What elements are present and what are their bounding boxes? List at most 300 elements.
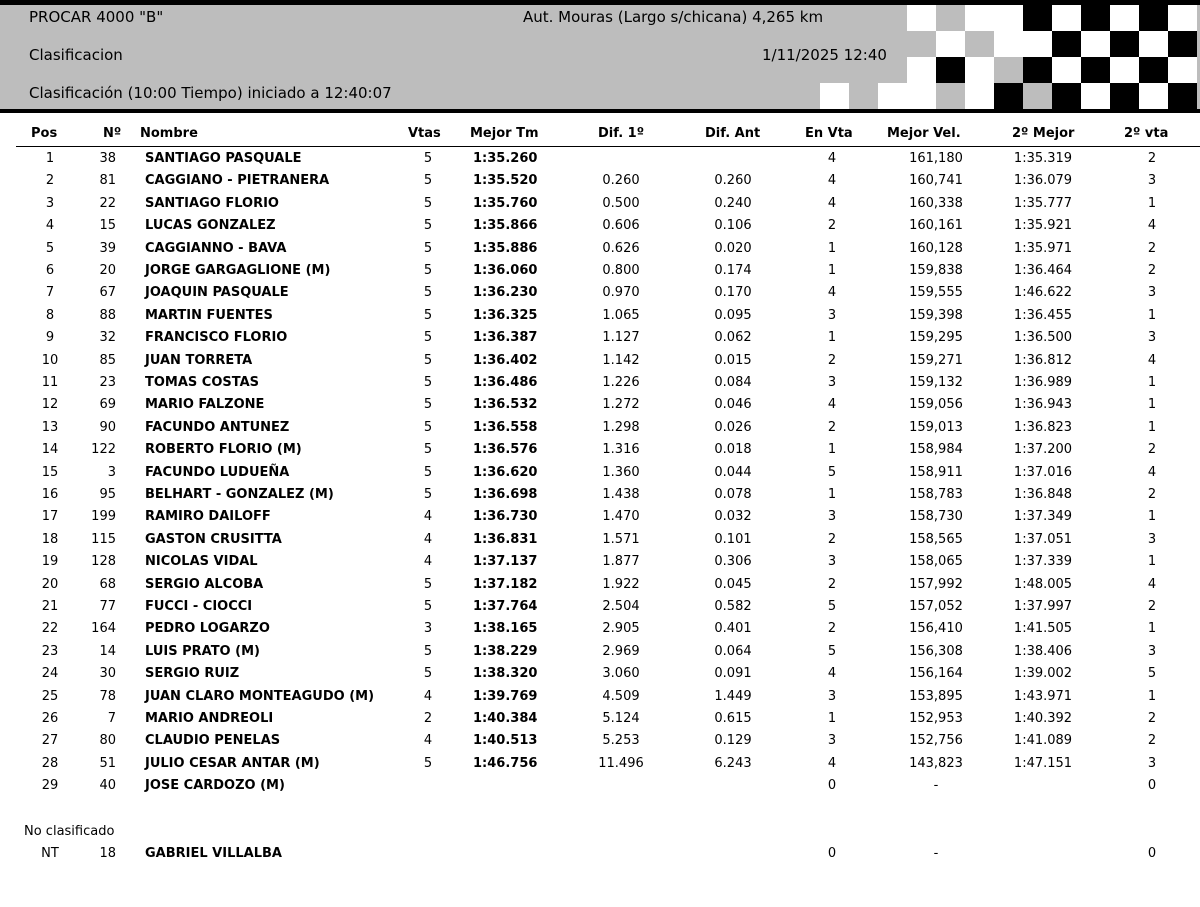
table-row: [0, 509, 1200, 531]
cell-laps: 5: [423, 195, 433, 211]
cell-speed: 158,783: [909, 487, 963, 502]
col-diffprev: Dif. Ant: [705, 126, 761, 141]
cell-pos: 22: [41, 621, 59, 637]
cell-speed: 160,161: [909, 218, 963, 234]
cell-num: 15: [99, 218, 116, 234]
cell-pos: 21: [41, 599, 59, 614]
cell-laps: 4: [423, 733, 433, 749]
cell-onlap: 4: [827, 755, 837, 771]
cell-laps: 5: [423, 419, 433, 435]
table-row: [0, 644, 1200, 666]
session-title: Clasificacion: [29, 46, 123, 64]
cell-pos: 10: [41, 352, 59, 368]
cell-lap2: 4: [1147, 576, 1157, 592]
cell-best: 1:37.137: [473, 554, 538, 570]
cell-name: ROBERTO FLORIO (M): [145, 442, 302, 458]
cell-best2: 1:36.812: [1013, 352, 1073, 368]
cell-laps: 5: [423, 397, 433, 413]
cell-speed: 152,953: [909, 711, 963, 726]
table-row: [0, 375, 1200, 397]
cell-onlap: 4: [827, 195, 837, 211]
cell-diffprev: 1.449: [714, 688, 752, 704]
cell-num: 38: [99, 151, 116, 166]
table-row: [0, 846, 1200, 868]
cell-laps: 4: [423, 554, 433, 570]
cell-num: 95: [99, 487, 116, 502]
cell-laps: 5: [423, 599, 433, 614]
cell-diffprev: 0.129: [714, 733, 752, 749]
cell-best: 1:38.320: [473, 666, 538, 682]
cell-best2: 1:36.464: [1013, 263, 1073, 278]
session-info: Clasificación (10:00 Tiempo) iniciado a 12:40:07: [29, 84, 392, 102]
cell-laps: 5: [423, 666, 433, 682]
cell-best: 1:36.325: [473, 307, 538, 323]
cell-best: 1:36.730: [473, 509, 538, 525]
cell-name: GASTON CRUSITTA: [145, 531, 282, 547]
cell-speed: 160,338: [909, 195, 963, 211]
session-datetime: 1/11/2025 12:40: [762, 46, 887, 64]
table-row: [0, 173, 1200, 195]
cell-pos: 9: [45, 330, 55, 346]
cell-diffprev: 0.062: [714, 330, 752, 346]
cell-diffprev: 0.064: [714, 643, 752, 659]
cell-name: CAGGIANNO - BAVA: [145, 240, 287, 256]
cell-laps: 5: [423, 576, 433, 592]
cell-laps: 5: [423, 263, 433, 278]
cell-pos: 20: [41, 576, 59, 592]
cell-diffprev: 0.095: [714, 307, 752, 323]
cell-name: JULIO CESAR ANTAR (M): [145, 755, 320, 771]
cell-best2: 1:47.151: [1013, 755, 1073, 771]
cell-diff1: 1.142: [602, 352, 640, 368]
cell-diffprev: 0.084: [714, 375, 752, 390]
cell-onlap: 2: [827, 531, 837, 547]
cell-name: RAMIRO DAILOFF: [145, 509, 271, 525]
cell-best: 1:36.486: [473, 375, 538, 390]
cell-num: 20: [99, 263, 116, 278]
cell-pos: 6: [45, 263, 55, 278]
cell-diff1: 0.626: [602, 240, 640, 256]
cell-name: GABRIEL VILLALBA: [145, 846, 282, 861]
cell-num: 80: [99, 733, 116, 749]
cell-lap2: 2: [1147, 442, 1157, 458]
cell-name: JOSE CARDOZO (M): [145, 778, 285, 794]
cell-onlap: 4: [827, 666, 837, 682]
circuit-name: Aut. Mouras (Largo s/chicana) 4,265 km: [523, 8, 824, 26]
cell-diff1: 1.470: [602, 509, 640, 525]
cell-num: 128: [91, 554, 116, 570]
cell-speed: 157,992: [909, 576, 963, 592]
cell-lap2: 3: [1147, 755, 1157, 771]
col-name: Nombre: [140, 126, 198, 141]
table-row: [0, 263, 1200, 285]
cell-num: 68: [99, 576, 116, 592]
cell-onlap: 2: [827, 419, 837, 435]
cell-best: 1:35.760: [473, 195, 538, 211]
cell-num: 88: [99, 307, 116, 323]
cell-speed: 156,308: [909, 643, 963, 659]
cell-pos: 18: [41, 531, 59, 547]
cell-pos: 28: [41, 755, 59, 771]
cell-num: 115: [91, 531, 116, 547]
cell-lap2: 3: [1147, 330, 1157, 346]
cell-diff1: 2.905: [602, 621, 640, 637]
cell-name: LUCAS GONZALEZ: [145, 218, 276, 234]
cell-speed: 156,164: [909, 666, 963, 682]
cell-speed: 158,565: [909, 531, 963, 547]
col-lap2: 2º vta: [1124, 126, 1169, 141]
table-row: [0, 151, 1200, 173]
table-row: [0, 666, 1200, 688]
table-row: [0, 733, 1200, 755]
checkered-flag-icon: [820, 5, 1200, 109]
cell-onlap: 2: [827, 621, 837, 637]
cell-laps: 4: [423, 688, 433, 704]
cell-laps: 5: [423, 330, 433, 346]
cell-lap2: 2: [1147, 263, 1157, 278]
cell-diffprev: 0.018: [714, 442, 752, 458]
cell-diffprev: 0.240: [714, 195, 752, 211]
cell-lap2: 1: [1147, 509, 1157, 525]
cell-pos: 17: [41, 509, 59, 525]
cell-diffprev: 0.045: [714, 576, 752, 592]
cell-lap2: 3: [1147, 531, 1157, 547]
cell-name: FUCCI - CIOCCI: [145, 599, 253, 614]
cell-best: 1:46.756: [473, 755, 538, 771]
cell-lap2: 2: [1147, 733, 1157, 749]
cell-diff1: 1.065: [602, 307, 640, 323]
cell-num: 199: [91, 509, 116, 525]
cell-diff1: 11.496: [598, 755, 644, 771]
col-best2: 2º Mejor: [1012, 126, 1075, 141]
cell-best: 1:36.558: [473, 419, 538, 435]
cell-best: 1:37.182: [473, 576, 538, 592]
cell-diffprev: 0.091: [714, 666, 752, 682]
cell-name: FRANCISCO FLORIO: [145, 330, 288, 346]
cell-name: TOMAS COSTAS: [145, 375, 260, 390]
cell-diffprev: 0.015: [714, 352, 752, 368]
not-classified-label: No clasificado: [24, 824, 115, 839]
cell-speed: -: [933, 778, 939, 794]
cell-onlap: 2: [827, 352, 837, 368]
cell-best: 1:36.387: [473, 330, 538, 346]
cell-speed: 156,410: [909, 621, 963, 637]
col-diff1: Dif. 1º: [598, 126, 645, 141]
cell-name: SANTIAGO FLORIO: [145, 195, 279, 211]
cell-onlap: 4: [827, 397, 837, 413]
cell-diffprev: 0.260: [714, 173, 752, 189]
cell-laps: 5: [423, 464, 433, 480]
cell-name: BELHART - GONZALEZ (M): [145, 487, 334, 502]
cell-onlap: 5: [827, 643, 837, 659]
cell-best2: 1:48.005: [1013, 576, 1073, 592]
cell-best: 1:35.886: [473, 240, 538, 256]
cell-pos: 14: [41, 442, 59, 458]
cell-name: CAGGIANO - PIETRANERA: [145, 173, 330, 189]
cell-diffprev: 0.020: [714, 240, 752, 256]
cell-num: 85: [99, 352, 116, 368]
cell-best2: 1:43.971: [1013, 688, 1073, 704]
cell-diffprev: 0.046: [714, 397, 752, 413]
cell-best2: 1:35.921: [1013, 218, 1073, 234]
cell-pos: 26: [41, 711, 59, 726]
cell-diffprev: 0.106: [714, 218, 752, 234]
cell-diff1: 0.260: [602, 173, 640, 189]
cell-onlap: 1: [827, 240, 837, 256]
cell-lap2: 2: [1147, 240, 1157, 256]
cell-lap2: 3: [1147, 285, 1157, 301]
table-row: [0, 397, 1200, 419]
cell-name: SERGIO RUIZ: [145, 666, 240, 682]
cell-lap2: 1: [1147, 195, 1157, 211]
cell-num: 77: [99, 599, 116, 614]
cell-laps: 5: [423, 240, 433, 256]
cell-diffprev: 0.174: [714, 263, 752, 278]
table-row: [0, 599, 1200, 621]
cell-lap2: 1: [1147, 397, 1157, 413]
cell-pos: 8: [45, 307, 55, 323]
table-row: [0, 308, 1200, 330]
cell-onlap: 3: [827, 733, 837, 749]
table-row: [0, 196, 1200, 218]
cell-pos: 1: [45, 151, 55, 166]
table-row: [0, 442, 1200, 464]
cell-pos: 3: [45, 195, 55, 211]
cell-num: 90: [99, 419, 116, 435]
cell-best: 1:36.060: [473, 263, 538, 278]
cell-lap2: 1: [1147, 307, 1157, 323]
cell-best: 1:36.532: [473, 397, 538, 413]
cell-best2: 1:41.505: [1013, 621, 1073, 637]
cell-lap2: 2: [1147, 151, 1157, 166]
table-row: [0, 465, 1200, 487]
cell-diff1: 1.316: [602, 442, 640, 458]
cell-best2: 1:39.002: [1013, 666, 1073, 682]
cell-lap2: 5: [1147, 666, 1157, 682]
cell-laps: 3: [423, 621, 433, 637]
cell-lap2: 4: [1147, 352, 1157, 368]
cell-name: JUAN TORRETA: [145, 352, 253, 368]
cell-speed: 159,555: [909, 285, 963, 301]
cell-best: 1:36.620: [473, 464, 538, 480]
cell-num: 81: [99, 173, 116, 189]
cell-pos: 25: [41, 688, 59, 704]
cell-best: 1:39.769: [473, 688, 538, 704]
cell-pos: 11: [41, 375, 59, 390]
cell-lap2: 4: [1147, 218, 1157, 234]
cell-diffprev: 0.032: [714, 509, 752, 525]
cell-onlap: 1: [827, 442, 837, 458]
cell-lap2: 3: [1147, 173, 1157, 189]
cell-pos: 15: [41, 464, 59, 480]
cell-diff1: 1.298: [602, 419, 640, 435]
cell-num: 23: [99, 375, 116, 390]
cell-num: 122: [91, 442, 116, 458]
table-row: [0, 218, 1200, 240]
category-title: PROCAR 4000 "B": [29, 8, 164, 26]
cell-best2: 1:35.777: [1013, 195, 1073, 211]
cell-speed: 159,013: [909, 419, 963, 435]
cell-diff1: 1.360: [602, 464, 640, 480]
cell-num: 39: [99, 240, 116, 256]
cell-onlap: 4: [827, 285, 837, 301]
cell-pos: 7: [45, 285, 55, 301]
cell-name: JUAN CLARO MONTEAGUDO (M): [145, 688, 375, 704]
table-row: [0, 577, 1200, 599]
cell-lap2: 1: [1147, 419, 1157, 435]
cell-name: MARTIN FUENTES: [145, 307, 273, 323]
cell-num: 164: [91, 621, 116, 637]
cell-best: 1:35.520: [473, 173, 538, 189]
cell-laps: 5: [423, 755, 433, 771]
cell-name: JORGE GARGAGLIONE (M): [145, 263, 331, 278]
cell-name: JOAQUIN PASQUALE: [145, 285, 289, 301]
cell-speed: 159,838: [909, 263, 963, 278]
cell-best: 1:36.698: [473, 487, 538, 502]
cell-pos: 24: [41, 666, 59, 682]
cell-diff1: 3.060: [602, 666, 640, 682]
cell-onlap: 3: [827, 307, 837, 323]
cell-name: NICOLAS VIDAL: [145, 554, 258, 570]
table-row: [0, 487, 1200, 509]
cell-diff1: 5.124: [602, 711, 640, 726]
cell-speed: 160,741: [909, 173, 963, 189]
cell-num: 30: [99, 666, 116, 682]
cell-laps: 5: [423, 218, 433, 234]
table-row: [0, 285, 1200, 307]
cell-num: 32: [99, 330, 116, 346]
cell-pos: 29: [41, 778, 59, 794]
col-pos: Pos: [31, 126, 58, 141]
cell-laps: 5: [423, 151, 433, 166]
cell-pos: 19: [41, 554, 59, 570]
cell-name: FACUNDO ANTUNEZ: [145, 419, 290, 435]
cell-speed: 157,052: [909, 599, 963, 614]
cell-lap2: 1: [1147, 621, 1157, 637]
cell-diffprev: 0.170: [714, 285, 752, 301]
cell-best: 1:36.576: [473, 442, 538, 458]
cell-best: 1:37.764: [473, 599, 538, 614]
cell-speed: 159,398: [909, 307, 963, 323]
cell-laps: 5: [423, 173, 433, 189]
cell-num: 78: [99, 688, 116, 704]
cell-name: SERGIO ALCOBA: [145, 576, 264, 592]
cell-onlap: 3: [827, 554, 837, 570]
table-row: [0, 621, 1200, 643]
table-row: [0, 554, 1200, 576]
cell-best: 1:35.866: [473, 218, 538, 234]
cell-diffprev: 0.615: [714, 711, 752, 726]
cell-onlap: 0: [827, 778, 837, 794]
cell-best2: 1:38.406: [1013, 643, 1073, 659]
cell-pos: 4: [45, 218, 55, 234]
cell-lap2: 2: [1147, 599, 1157, 614]
cell-diff1: 4.509: [602, 688, 640, 704]
cell-onlap: 2: [827, 218, 837, 234]
cell-name: CLAUDIO PENELAS: [145, 733, 281, 749]
cell-best2: 1:36.079: [1013, 173, 1073, 189]
cell-best2: 1:36.989: [1013, 375, 1073, 390]
cell-pos: 2: [45, 173, 55, 189]
cell-laps: 4: [423, 531, 433, 547]
cell-best: 1:40.513: [473, 733, 538, 749]
cell-laps: 4: [423, 509, 433, 525]
cell-lap2: 0: [1147, 846, 1157, 861]
cell-best2: 1:40.392: [1013, 711, 1073, 726]
cell-best2: 1:41.089: [1013, 733, 1073, 749]
cell-diffprev: 0.401: [714, 621, 752, 637]
cell-num: 40: [99, 778, 116, 794]
cell-speed: 160,128: [909, 240, 963, 256]
cell-speed: 152,756: [909, 733, 963, 749]
cell-best: 1:36.831: [473, 531, 538, 547]
table-row: [0, 330, 1200, 352]
cell-best2: 1:37.016: [1013, 464, 1073, 480]
cell-speed: 159,271: [909, 352, 963, 368]
cell-diff1: 0.970: [602, 285, 640, 301]
cell-laps: 5: [423, 307, 433, 323]
cell-pos: NT: [41, 846, 59, 861]
cell-speed: 158,065: [909, 554, 963, 570]
cell-pos: 16: [41, 487, 59, 502]
cell-speed: 159,132: [909, 375, 963, 390]
cell-speed: 153,895: [909, 688, 963, 704]
cell-best: 1:38.165: [473, 621, 538, 637]
cell-onlap: 1: [827, 487, 837, 502]
cell-diff1: 2.969: [602, 643, 640, 659]
cell-onlap: 3: [827, 509, 837, 525]
cell-best: 1:35.260: [473, 151, 538, 166]
cell-best2: 1:36.455: [1013, 307, 1073, 323]
cell-laps: 5: [423, 285, 433, 301]
cell-name: MARIO FALZONE: [145, 397, 265, 413]
cell-speed: 158,984: [909, 442, 963, 458]
cell-laps: 5: [423, 643, 433, 659]
cell-num: 7: [107, 711, 116, 726]
cell-diff1: 0.606: [602, 218, 640, 234]
cell-onlap: 5: [827, 464, 837, 480]
cell-name: MARIO ANDREOLI: [145, 711, 274, 726]
cell-speed: 158,730: [909, 509, 963, 525]
cell-diffprev: 0.306: [714, 554, 752, 570]
cell-num: 22: [99, 195, 116, 211]
cell-speed: -: [933, 846, 939, 861]
header-divider: [16, 146, 1200, 147]
cell-best2: 1:46.622: [1013, 285, 1073, 301]
cell-best2: 1:37.200: [1013, 442, 1073, 458]
cell-diffprev: 0.026: [714, 419, 752, 435]
cell-speed: 161,180: [909, 151, 963, 166]
cell-pos: 23: [41, 643, 59, 659]
cell-best2: 1:37.997: [1013, 599, 1073, 614]
cell-lap2: 0: [1147, 778, 1157, 794]
cell-best2: 1:36.823: [1013, 419, 1073, 435]
cell-diffprev: 6.243: [714, 755, 752, 771]
cell-best: 1:38.229: [473, 643, 538, 659]
col-best: Mejor Tm: [470, 126, 539, 141]
cell-pos: 5: [45, 240, 55, 256]
col-laps: Vtas: [408, 126, 441, 141]
cell-num: 51: [99, 755, 116, 771]
cell-speed: 158,911: [909, 464, 963, 480]
table-row: [0, 420, 1200, 442]
cell-lap2: 1: [1147, 554, 1157, 570]
cell-diff1: 1.877: [602, 554, 640, 570]
table-row: [0, 756, 1200, 778]
cell-name: FACUNDO LUDUEÑA: [145, 464, 290, 480]
cell-best2: 1:37.339: [1013, 554, 1073, 570]
cell-diffprev: 0.044: [714, 464, 752, 480]
